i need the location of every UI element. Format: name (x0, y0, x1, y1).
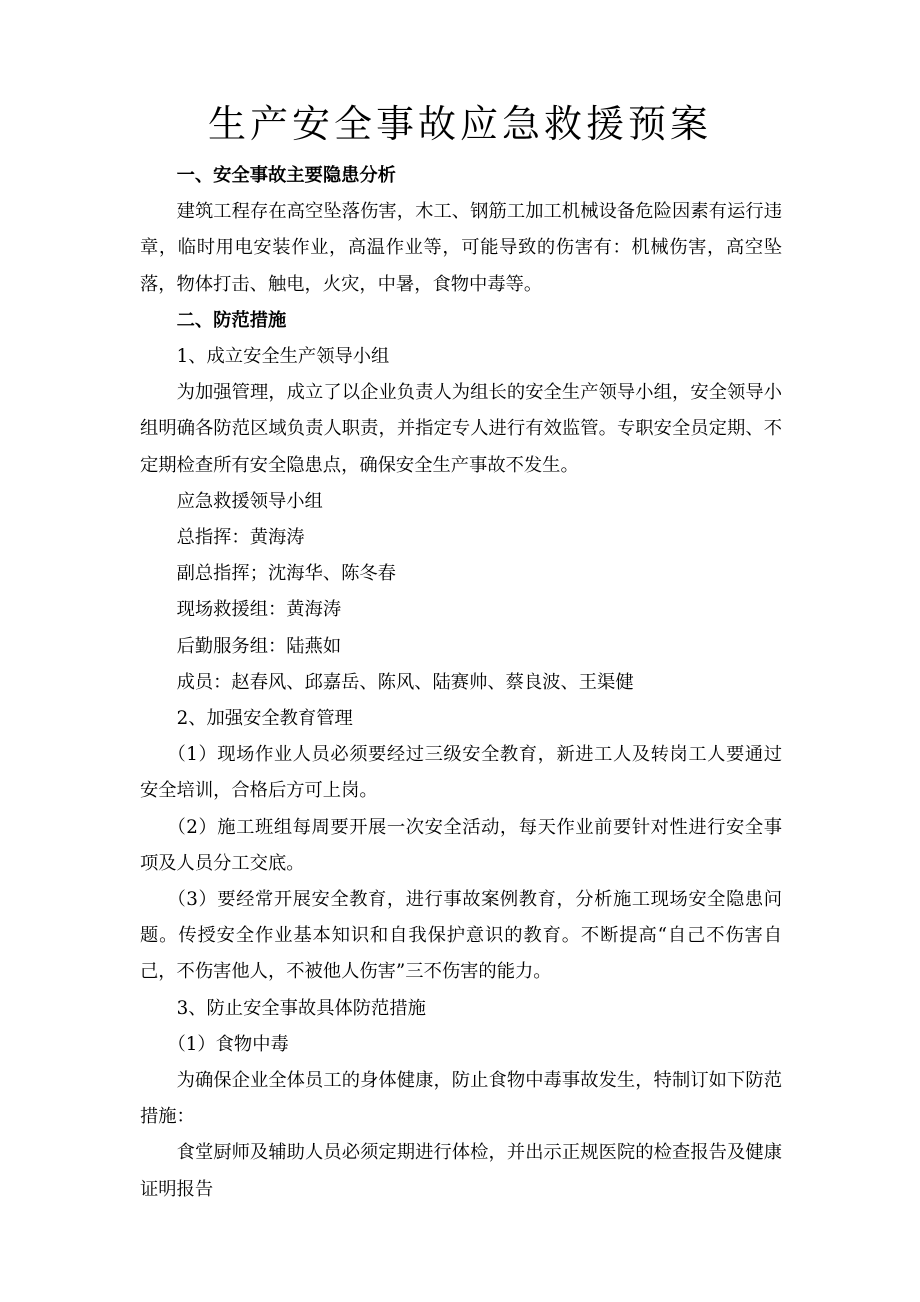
paragraph: 应急救援领导小组 (176, 490, 323, 512)
paragraph: 建筑工程存在高空坠落伤害，木工、钢筋工加工机械设备危险因素有运行违章，临时用电安装作业，高温作业等，可能导致的伤害有：机械伤害，高空坠落，物体打击、触电，火灾，中暑，食物中毒等。 (140, 201, 782, 295)
document-body (140, 158, 782, 1208)
paragraph: （1）现场作业人员必须要经过三级安全教育，新进工人及转岗工人要通过安全培训，合格后方可上岗。 (140, 744, 782, 802)
paragraph: 后勤服务组：陆燕如 (176, 635, 342, 657)
paragraph: 2、加强安全教育管理 (176, 708, 353, 730)
paragraph: 为加强管理，成立了以企业负责人为组长的安全生产领导小组，安全领导小组明确各防范区域负责人职责，并指定专人进行有效监管。专职安全员定期、不定期检查所有安全隐患点，确保安全生产事故不发生。 (140, 382, 782, 476)
paragraph: 食堂厨师及辅助人员必须定期进行体检，并出示正规医院的检查报告及健康证明报告 (140, 1142, 782, 1200)
paragraph: （1）食物中毒 (167, 1033, 289, 1055)
section-heading: 一、安全事故主要隐患分析 (176, 165, 396, 186)
section-heading: 二、防范措施 (176, 309, 287, 331)
paragraph: （2）施工班组每周要开展一次安全活动，每天作业前要针对性进行安全事项及人员分工交底。 (140, 816, 782, 874)
paragraph: 副总指挥；沈海华、陈冬春 (176, 563, 396, 585)
paragraph: 总指挥：黄海涛 (176, 527, 305, 549)
paragraph: 3、防止安全事故具体防范措施 (176, 997, 426, 1019)
document-title: 生产安全事故应急救援预案 (207, 102, 712, 146)
paragraph: （3）要经常开展安全教育，进行事故案例教育，分析施工现场安全隐患问题。传授安全作业基本知识和自我保护意识的教育。不断提高“自己不伤害自己，不伤害他人，不被他人伤害”三不伤害的能力。 (140, 889, 782, 983)
paragraph: 1、成立安全生产领导小组 (176, 346, 390, 368)
paragraph: 为确保企业全体员工的身体健康，防止食物中毒事故发生，特制订如下防范措施： (140, 1070, 782, 1128)
paragraph: 成员：赵春风、邱嘉岳、陈风、陆赛帅、蔡良波、王渠健 (176, 671, 634, 693)
paragraph: 现场救援组：黄海涛 (176, 599, 342, 621)
